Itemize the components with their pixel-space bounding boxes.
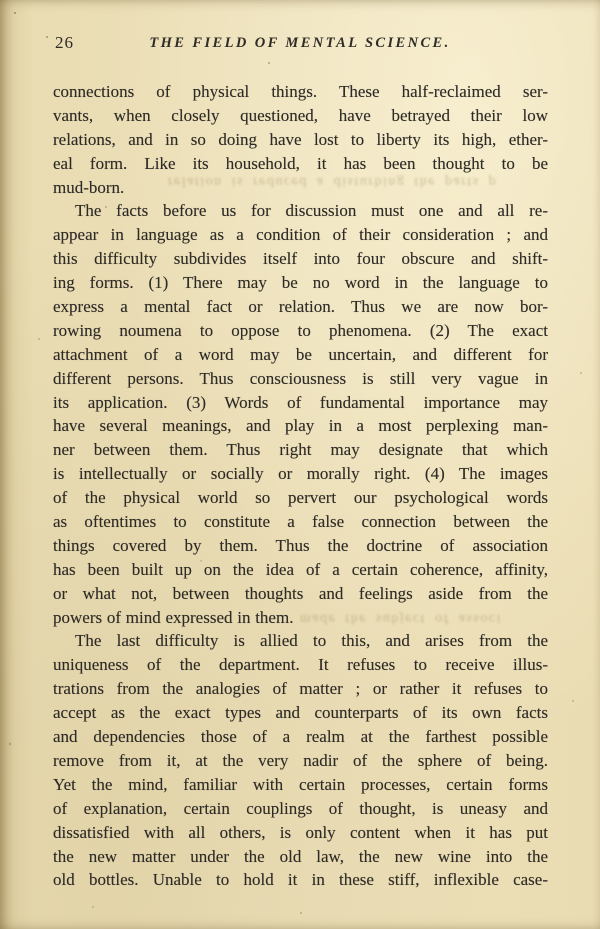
text-line: is intellectually or socially or morally right. (4) The images [53,464,548,484]
text-line: of the physical world so pervert our psychological words [53,488,548,508]
text-line: rowing noumena to oppose to phenomena. (2) The exact [53,320,548,340]
text-line: different persons. Thus consciousness is still very vague in [53,368,548,388]
text-line: things covered by them. Thus the doctrine of association [53,535,548,555]
text-line: of explanation, certain couplings of thought, is uneasy and [53,798,548,818]
text-line: powers of mind expressed in them. [53,607,294,627]
page-number: 26 [55,33,74,52]
show-through-text: made the subject of associ [299,611,503,626]
text-line: the new matter under the old law, the new wine into the [53,846,548,866]
text-line: as oftentimes to constitute a false connection between the [53,512,548,532]
text-line: ner between them. Thus right may designate that which [53,440,548,460]
text-line: or what not, between thoughts and feelings aside from the [53,583,548,603]
text-line: have several meanings, and play in a most perplexing man- [53,416,548,436]
text-line: mud-born. [53,177,125,197]
text-line: ing forms. (1) There may be no word in the language to [53,273,548,293]
text-line: appear in language as a condition of their consideration ; and [53,225,548,245]
text-line: eal form. Like its household, it has been thought to be [53,153,548,173]
text-line: uniqueness of the department. It refuses to receive illus- [53,655,548,675]
running-title: THE FIELD OF MENTAL SCIENCE. [149,35,451,51]
text-line: its application. (3) Words of fundamental importance may [53,392,548,412]
text-line: accept as the exact types and counterparts of its own facts [53,703,548,723]
text-line: Yet the mind, familiar with certain processes, certain forms [53,774,548,794]
text-line: and dependencies those of a realm at the farthest possible [53,727,548,747]
text-line: express a mental fact or relation. Thus we are now bor- [53,297,548,317]
text-line: attachment of a word may be uncertain, and different for [53,344,548,364]
show-through-text: relation is reduced a disturbing the parts p [167,174,498,189]
text-line: relations, and in so doing have lost to liberty its high, ether- [53,129,548,149]
paper-specks [0,0,2,2]
text-line: The last difficulty is allied to this, and arises from the [75,631,548,651]
text-line: vants, when closely questioned, have betrayed their low [53,105,548,125]
text-block [53,80,548,892]
text-line: remove from it, at the very nadir of the sphere of being. [53,750,548,770]
text-line: has been built up on the idea of a certain coherence, affinity, [53,559,548,579]
text-line: dissatisfied with all others, is only content when it has put [53,822,548,842]
text-line: this difficulty subdivides itself into four obscure and shift- [53,249,548,269]
text-line: old bottles. Unable to hold it in these stiff, inflexible case- [53,870,548,890]
page-header [53,33,547,55]
text-line: The facts before us for discussion must one and all re- [75,201,548,221]
text-line: trations from the analogies of matter ; or rather it refuses to [53,679,548,699]
text-line: connections of physical things. These half-reclaimed ser- [53,82,548,101]
